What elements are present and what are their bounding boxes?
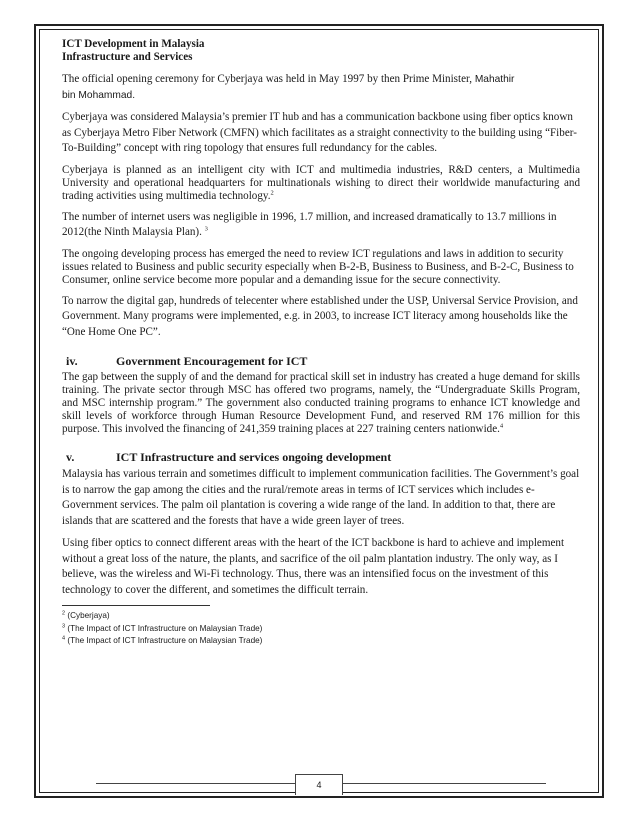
paragraph-internet-users xyxy=(62,210,580,241)
footnotes xyxy=(62,610,580,648)
paragraph-text: The number of internet users was negligible in 1996, 1.7 million, and increased dramatically to 13.7 millions in 2012(the Ninth Malaysia Plan). xyxy=(62,210,557,238)
footnote-text: (The Impact of ICT Infrastructure on Malaysian Trade) xyxy=(67,623,263,633)
page-number: 4 xyxy=(295,774,343,795)
paragraph-regulations: The ongoing developing process has emerged the need to review ICT regulations and laws in addition to security issues related to Business and public security especially when B-2-B, Business to Business, and B-2-C, Business to Consumer, online service become more popular and a demanding issue for the secure connectivity. xyxy=(62,247,574,286)
section-title: ICT Infrastructure and services ongoing development xyxy=(116,450,392,464)
footnote-number: 4 xyxy=(62,635,66,642)
paragraph-text-sans: Mahathir xyxy=(474,74,515,85)
footnote-ref: 4 xyxy=(499,422,504,430)
section-iv-body xyxy=(62,371,580,436)
footnote-ref: 3 xyxy=(204,225,208,233)
footnote-number: 2 xyxy=(62,610,66,617)
footnote-ref: 2 xyxy=(270,188,274,196)
paragraph-text: Cyberjaya is planned as an intelligent city with ICT and multimedia industries, R&D centers, a Multimedia University and operational headquarters for multinationals wishing to direct their worldwide manufacturing and trading activities using multimedia technology. xyxy=(62,163,580,202)
section-v-body-2: Using fiber optics to connect different areas with the heart of the ICT backbone is hard to achieve and implement without a great loss of the nature, the plants, and sacrifice of the oil palm plantation industry. The only way, as I believe, was the wireless and Wi-Fi technology. Thus, there was an intensified focus on the investment of this technology to cover the different, and sometimes the difficult terrain. xyxy=(62,537,565,596)
footnote-number: 3 xyxy=(62,622,66,629)
page-content xyxy=(62,38,580,648)
footnote-item xyxy=(62,610,580,623)
section-v-heading xyxy=(62,450,580,465)
section-iv-heading xyxy=(62,354,580,369)
paragraph-intelligent-city xyxy=(62,164,580,203)
footnote-text: (Cyberjaya) xyxy=(67,611,110,620)
section-number: v. xyxy=(66,450,75,464)
paragraph-opening-ceremony xyxy=(62,72,580,103)
section-title: Government Encouragement for ICT xyxy=(116,354,308,368)
header-subtitle: Infrastructure and Services xyxy=(62,51,193,63)
header-title: ICT Development in Malaysia xyxy=(62,38,205,50)
footnote-separator xyxy=(62,605,210,606)
footnote-item xyxy=(62,623,580,636)
footnote-text: (The Impact of ICT Infrastructure on Malaysian Trade) xyxy=(67,636,263,645)
footnote-item xyxy=(62,635,580,648)
document-header xyxy=(62,38,580,64)
paragraph-digital-gap: To narrow the digital gap, hundreds of telecenter where established under the USP, Universal Service Provision, and Government. Many programs were implemented, e.g. in 2003, to increase ICT literacy among households like the “One Home One PC”. xyxy=(62,294,578,338)
section-number: iv. xyxy=(66,354,78,368)
paragraph-text-sans: bin Mohammad. xyxy=(62,89,136,101)
paragraph-text: The official opening ceremony for Cyberjaya was held in May 1997 by then Prime Minister, xyxy=(62,73,475,85)
section-v-body-1: Malaysia has various terrain and sometimes difficult to implement communication facilities. The Government’s goal is to narrow the gap among the cities and the rural/remote areas in terms of ICT services which includes e-Government services. The palm oil plantation is covering a wide range of the land. In addition to that, there are islands that are scattered and the forests that have a wide green layer of trees. xyxy=(62,468,580,527)
paragraph-it-hub: Cyberjaya was considered Malaysia’s premier IT hub and has a communication backbone using fiber optics known as Cyberjaya Metro Fiber Network (CMFN) which facilitates as a straight connectivity to the building using “Fiber-To-Building” concept with ring topology that ensures full redundancy for the cables. xyxy=(62,111,577,154)
paragraph-text: The gap between the supply of and the demand for practical skill set in industry has created a huge demand for skills training. The private sector through MSC has offered two programs, namely, the “Undergraduate Skills Program, and MSC internship program.” The government also conducted training programs to enhance ICT knowledge and skill levels of workforce through Human Resource Development Fund, and reserved RM 176 million for this purpose. This involved the financing of 241,359 training places at 227 training centers nationwide. xyxy=(62,371,580,435)
